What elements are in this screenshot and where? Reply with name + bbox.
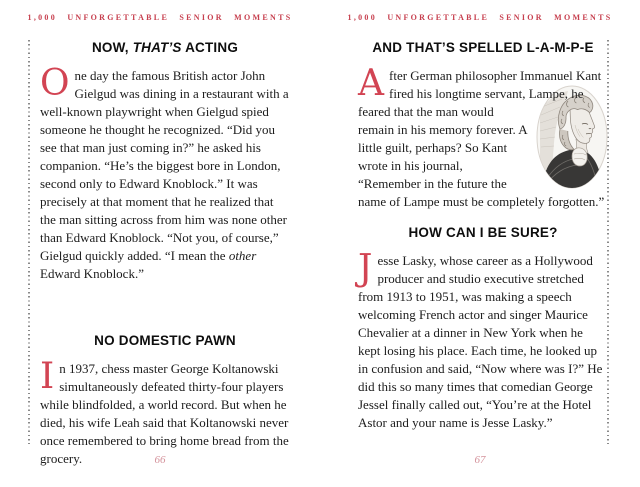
dropcap-letter: J [358, 248, 373, 289]
heading-italic-text: THAT’S [132, 40, 182, 55]
story-text: Lampe, he feared that the man would remain in his memory forever. A little guilt, perhaps? So Kant wrote in his journal, “Remember in the future the name of Lampe must be completely forgotten.” [358, 86, 605, 209]
story-lasky-paragraph [358, 248, 608, 432]
page-number-right: 67 [474, 454, 486, 466]
story-gielgud-paragraph [40, 63, 290, 283]
heading-no-domestic-pawn: NO DOMESTIC PAWN [94, 333, 236, 348]
heading-spelled-lampe: AND THAT’S SPELLED L-A-M-P-E [372, 40, 594, 55]
story-text: fter German philosopher Immanuel Kant fired his longtime servant, [389, 68, 602, 101]
story-text: ne day the famous British actor John Gielgud was dining in a restaurant with a well-known playwright when Gielgud spied someone he thought he recognized. “Did you see that man just coming in?” he asked his companion. “He’s the biggest bore in London, second only to Edward Knoblock.” It was precisely at that moment that he realized that the man sitting across from him was none other than Edward Knoblock. “Not you, of course,” Gielgud quickly added. “I mean the [40, 68, 289, 263]
running-head-right: 1,000 UNFORGETTABLE SENIOR MOMENTS [347, 13, 613, 22]
story-kant-paragraph [358, 63, 608, 211]
dropcap-letter: O [40, 63, 70, 104]
story-koltanowski-paragraph [40, 356, 290, 468]
story-italic-word: other [228, 248, 257, 263]
page-left-content [40, 40, 290, 468]
heading-text: NOW, [91, 40, 133, 55]
dropcap-letter: A [358, 63, 384, 104]
page-right-content [358, 40, 608, 432]
heading-text: ACTING [181, 40, 239, 55]
page-number-left: 66 [154, 454, 166, 466]
running-head-left: 1,000 UNFORGETTABLE SENIOR MOMENTS [27, 13, 293, 22]
heading-now-thats-acting [40, 40, 290, 55]
story-text: Edward Knoblock.” [40, 266, 144, 281]
dropcap-letter: I [40, 356, 55, 397]
heading-how-can-i-be-sure: HOW CAN I BE SURE? [408, 225, 558, 240]
page-right [320, 0, 640, 487]
story-text: esse Lasky, whose career as a Hollywood producer and studio executive stretched from 1913 to 1951, was making a speech welcoming French actor and singer Maurice Chevalier at a dinner in New York when he kept losing his place. Each time, he looked up in confusion and said, “Now where was I?” He did this so many times that comedian George Jessel finally called out, “You’re at the Hotel Astor and your name is Jesse Lasky.” [358, 253, 603, 430]
story-text: n 1937, chess master George Koltanowski simultaneously defeated thirty-four players while blindfolded, a world record. But when he died, his wife Leah said that Koltanowski never once remembered to bring home bread from the grocery. [40, 361, 289, 466]
